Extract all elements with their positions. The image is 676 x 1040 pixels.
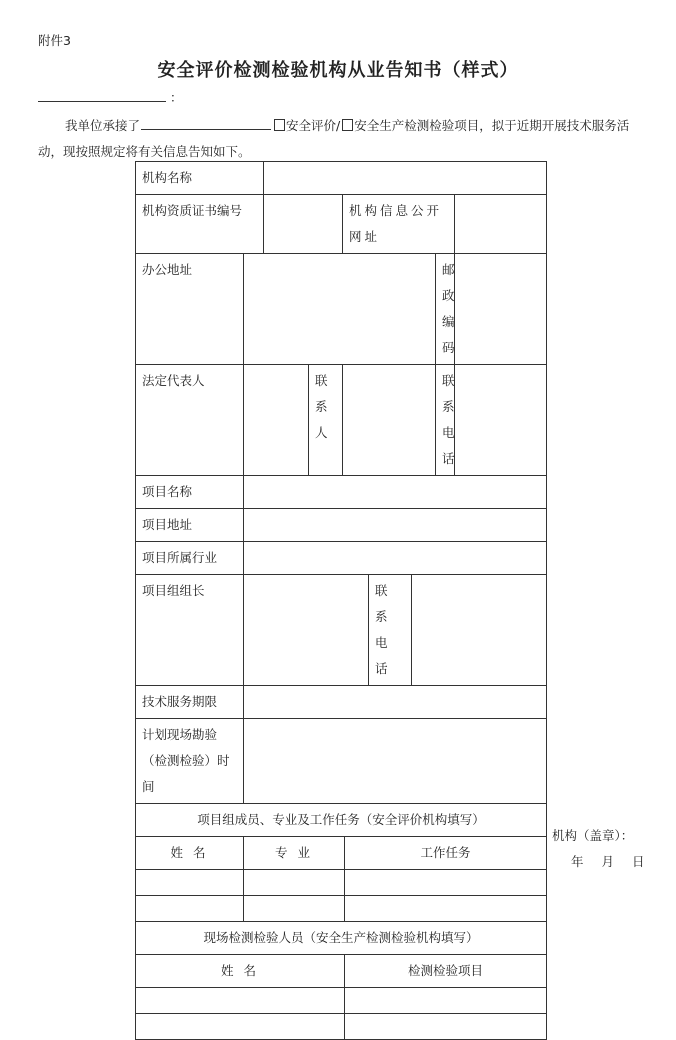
member-task-cell[interactable] — [345, 896, 547, 922]
date-label: 年 月 日 — [571, 854, 645, 869]
table-row — [136, 896, 547, 922]
attachment-label: 附件3 — [38, 33, 71, 48]
option-safety-testing: 安全生产检测检验项目，拟于近期开展技术服务活 — [354, 118, 630, 133]
addressee-colon: ： — [170, 90, 183, 105]
seal-label: 机构（盖章）： — [552, 828, 634, 843]
label-project-addr: 项目地址 — [136, 509, 244, 542]
value-cert-no[interactable] — [264, 195, 343, 254]
value-contact[interactable] — [343, 365, 436, 476]
value-org-name[interactable] — [264, 162, 547, 195]
value-project-industry[interactable] — [244, 542, 547, 575]
option-safety-evaluation: 安全评价/ — [286, 118, 341, 133]
label-service-period: 技术服务期限 — [136, 686, 244, 719]
value-postcode[interactable] — [455, 254, 547, 365]
tester-items-cell[interactable] — [345, 988, 547, 1014]
label-cert-no: 机构资质证书编号 — [136, 195, 264, 254]
table-row — [136, 1014, 547, 1040]
page-title: 安全评价检测检验机构从业告知书（样式） — [157, 60, 519, 81]
member-task-cell[interactable] — [345, 870, 547, 896]
addressee-blank[interactable] — [38, 101, 166, 102]
value-project-addr[interactable] — [244, 509, 547, 542]
value-legal-rep[interactable] — [244, 365, 309, 476]
label-leader: 项目组组长 — [136, 575, 244, 686]
table-row — [136, 988, 547, 1014]
label-office-addr: 办公地址 — [136, 254, 244, 365]
label-project-name: 项目名称 — [136, 476, 244, 509]
tester-name-cell[interactable] — [136, 988, 345, 1014]
header-tester-items: 检测检验项目 — [345, 955, 547, 988]
member-name-cell[interactable] — [136, 896, 244, 922]
member-name-cell[interactable] — [136, 870, 244, 896]
checkbox-safety-evaluation[interactable] — [274, 119, 285, 131]
label-phone: 联系电话 — [436, 365, 455, 476]
header-member-task: 工作任务 — [345, 837, 547, 870]
project-blank[interactable] — [141, 129, 271, 130]
notification-form — [135, 161, 547, 1040]
label-site-time: 计划现场勘验（检测检验）时间 — [136, 719, 244, 804]
checkbox-safety-testing[interactable] — [342, 119, 353, 131]
intro-prefix: 我单位承接了 — [65, 118, 141, 133]
label-legal-rep: 法定代表人 — [136, 365, 244, 476]
header-member-name: 姓 名 — [136, 837, 244, 870]
value-office-addr[interactable] — [244, 254, 436, 365]
value-phone[interactable] — [455, 365, 547, 476]
label-info-site: 机构信息公开网址 — [343, 195, 455, 254]
label-postcode: 邮政编码 — [436, 254, 455, 365]
label-org-name: 机构名称 — [136, 162, 264, 195]
member-major-cell[interactable] — [244, 896, 345, 922]
value-site-time[interactable] — [244, 719, 547, 804]
value-leader[interactable] — [244, 575, 369, 686]
section-testing-personnel: 现场检测检验人员（安全生产检测检验机构填写） — [136, 922, 547, 955]
table-row — [136, 870, 547, 896]
header-member-major: 专 业 — [244, 837, 345, 870]
value-info-site[interactable] — [455, 195, 547, 254]
member-major-cell[interactable] — [244, 870, 345, 896]
value-project-name[interactable] — [244, 476, 547, 509]
tester-items-cell[interactable] — [345, 1014, 547, 1040]
section-evaluation-members: 项目组成员、专业及工作任务（安全评价机构填写） — [136, 804, 547, 837]
value-service-period[interactable] — [244, 686, 547, 719]
label-contact: 联系人 — [309, 365, 343, 476]
intro-line2: 动，现按照规定将有关信息告知如下。 — [38, 144, 251, 159]
label-project-industry: 项目所属行业 — [136, 542, 244, 575]
label-leader-phone: 联系电话 — [369, 575, 412, 686]
intro-options — [272, 116, 629, 134]
header-tester-name: 姓 名 — [136, 955, 345, 988]
tester-name-cell[interactable] — [136, 1014, 345, 1040]
value-leader-phone[interactable] — [412, 575, 547, 686]
